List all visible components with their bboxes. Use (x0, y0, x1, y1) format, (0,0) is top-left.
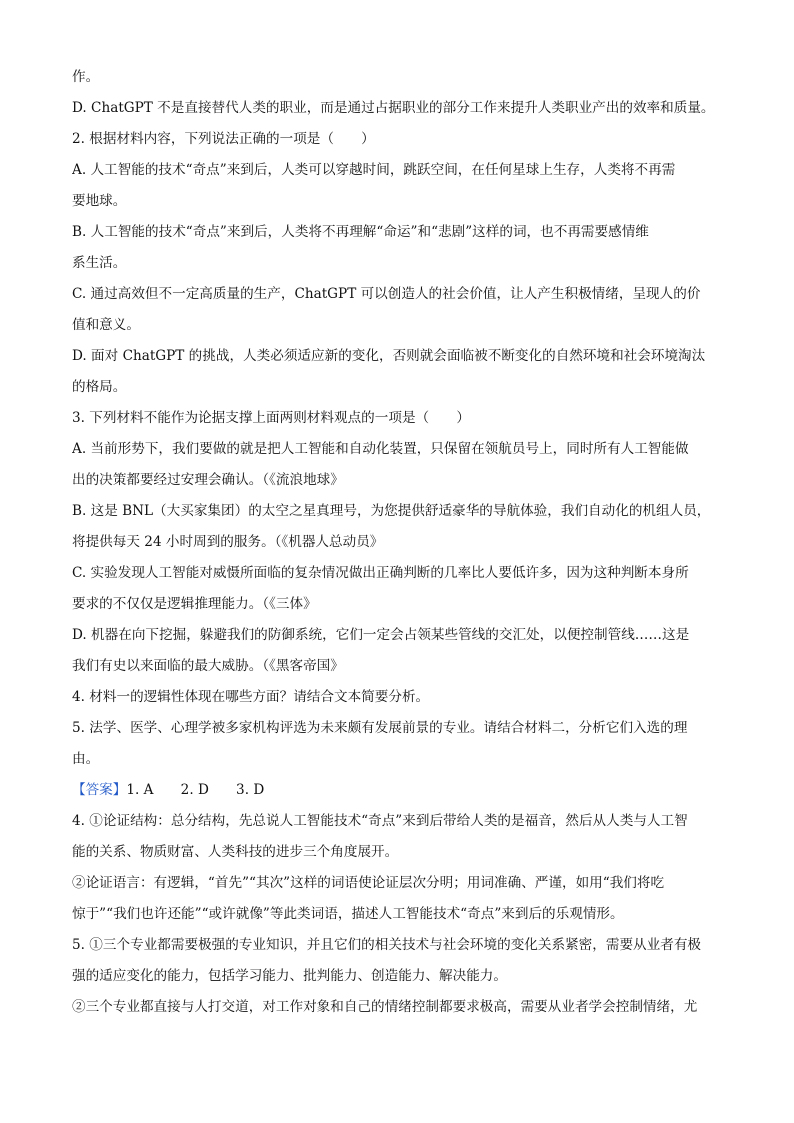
answer-5-line: 5. ①三个专业都需要极强的专业知识，并且它们的相关技术与社会环境的变化关系紧密，需要从业者有极 (72, 937, 702, 953)
answer-4-line: 能的关系、物质财富、人类科技的进步三个角度展开。 (72, 844, 399, 860)
option-line: 系生活。 (72, 255, 127, 271)
text-line: D. ChatGPT 不是直接替代人类的职业，而是通过占据职业的部分工作来提升人类职业产出的效率和质量。 (72, 100, 715, 116)
answer-4-line: 4. ①论证结构：总分结构，先总说人工智能技术“奇点”来到后带给人类的是福音，然后从人类与人工智 (72, 813, 688, 829)
question-3: 3. 下列材料不能作为论据支撑上面两则材料观点的一项是（ ） (72, 410, 470, 426)
answer-tag: 【答案】 (72, 782, 127, 798)
option-line: B. 人工智能的技术“奇点”来到后，人类将不再理解“命运”和“悲剧”这样的词，也不再需要感情维 (72, 224, 649, 240)
option-line: B. 这是 BNL（大买家集团）的太空之星真理号，为您提供舒适豪华的导航体验，我们自动化的机组人员， (72, 503, 711, 519)
question-4: 4. 材料一的逻辑性体现在哪些方面？请结合文本简要分析。 (72, 689, 430, 705)
answer-4-line: ②论证语言：有逻辑，“首先”“其次”这样的词语使论证层次分明；用词准确、严谨，如用“我们将吃 (72, 875, 665, 891)
option-line: 出的决策都要经过安理会确认。（《流浪地球》 (72, 472, 344, 488)
option-line: 的格局。 (72, 379, 127, 395)
option-line: 要求的不仅仅是逻辑推理能力。（《三体》 (72, 596, 317, 612)
option-line: 将提供每天 24 小时周到的服务。（《机器人总动员》 (72, 534, 384, 550)
answer-line (72, 775, 722, 806)
option-line: A. 人工智能的技术“奇点”来到后，人类可以穿越时间，跳跃空间，在任何星球上生存，人类将不再需 (72, 162, 676, 178)
option-line: D. 机器在向下挖掘，躲避我们的防御系统，它们一定会占领某些管线的交汇处，以便控制管线……这是 (72, 627, 690, 643)
document-page (72, 62, 722, 1023)
answer-4-line: 惊于”“我们也许还能”“或许就像”等此类词语，描述人工智能技术“奇点”来到后的乐观情形。 (72, 906, 624, 922)
option-line: C. 通过高效但不一定高质量的生产，ChatGPT 可以创造人的社会价值，让人产生积极情绪，呈现人的价 (72, 286, 701, 302)
option-line: 值和意义。 (72, 317, 140, 333)
option-line: 我们有史以来面临的最大威胁。（《黑客帝国》 (72, 658, 344, 674)
answer-5-line: 强的适应变化的能力，包括学习能力、批判能力、创造能力、解决能力。 (72, 968, 507, 984)
question-5-cont: 由。 (72, 751, 100, 767)
text-line: 作。 (72, 69, 100, 85)
option-line: A. 当前形势下，我们要做的就是把人工智能和自动化装置，只保留在领航员号上，同时所有人工智能做 (72, 441, 689, 457)
option-line: 要地球。 (72, 193, 127, 209)
option-line: C. 实验发现人工智能对威慑所面临的复杂情况做出正确判断的几率比人要低许多，因为这种判断本身所 (72, 565, 689, 581)
question-2: 2. 根据材料内容，下列说法正确的一项是（ ） (72, 131, 375, 147)
question-5: 5. 法学、医学、心理学被多家机构评选为未来颇有发展前景的专业。请结合材料二，分析它们入选的理 (72, 720, 688, 736)
option-line: D. 面对 ChatGPT 的挑战，人类必须适应新的变化，否则就会面临被不断变化的自然环境和社会环境淘汰 (72, 348, 706, 364)
answer-values: 1. A 2. D 3. D (126, 782, 265, 798)
answer-5-line: ②三个专业都直接与人打交道，对工作对象和自己的情绪控制都要求极高，需要从业者学会控制情绪，尤 (72, 999, 698, 1015)
